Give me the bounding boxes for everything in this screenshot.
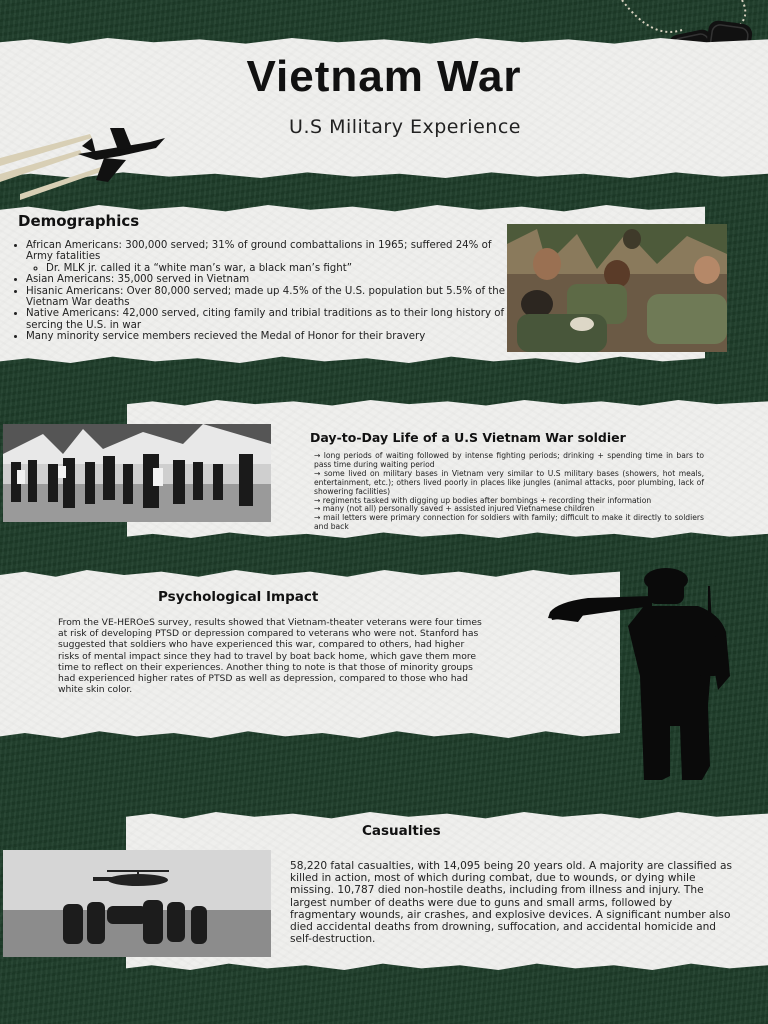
helicopter-evacuation-photo [3,850,271,957]
page-title: Vietnam War [246,52,522,101]
list-subitem: ◦ Dr. MLK jr. called it a “white man’s war, a black man’s fight” [46,263,506,274]
saluting-soldier-icon [548,566,738,786]
list-item: • Native Americans: 42,000 served, citing family and tribial traditions as to their long history of sercing the U.S. in war [26,308,506,331]
page-subtitle: U.S Military Experience [289,116,521,138]
daily-life-line: → some lived on military bases in Vietnam very similar to U.S military bases (showers, hot meals, entertainment, etc.); others lived poorly in places like jungles (animal attacks, poor plumbing, lack of showering facilities) [314,468,704,496]
casualties-text: 58,220 fatal casualties, with 14,095 being 20 years old. A majority are classified as killed in action, most of which during combat, due to wounds, or dying while missing. 10,787 died non-hostile deaths, including from illness and injury. The largest number of deaths were due to guns and small arms, followed by fragmentary wounds, air crashes, and explosive devices. A significant number also died accidental deaths from drowning, suffocation, and accidental homicide and self-destruction. [290,860,732,946]
daily-life-line: → mail letters were primary connection for soldiers with family; difficult to make it directly to soldiers and back [314,513,704,532]
daily-life-line: → many (not all) personally saved + assisted injured Vietnamese children [314,504,595,514]
casualties-title: Casualties [362,823,441,839]
march-photo [3,424,271,522]
daily-life-text [314,452,704,532]
psychological-text: From the VE-HEROeS survey, results showed that Vietnam-theater veterans were four times at risk of developing PTSD or depression compared to veterans who were not. Stanford has suggested that soldiers who have experienced this war, compared to others, had higher risks of mental impact since they had to travel by boat back home, which gave them more time to reflect on their experiences. Another thing to note is that those of minority groups had experienced higher rates of PTSD as well as depression, compared to those who had white skin color. [58,617,482,696]
daily-life-line: → regiments tasked with digging up bodies after bombings + recording their information [314,495,652,505]
daily-life-line: → long periods of waiting followed by intense fighting periods; drinking + spending time in bars to pass time during waiting period [314,451,704,469]
list-item: • African Americans: 300,000 served; 31% of ground combattalions in 1965; suffered 24% of Army fatalities ◦ Dr. MLK jr. called it a “white man’s war, a black man’s fight” [26,240,506,274]
list-item: • Asian Americans: 35,000 served in Vietnam [26,274,506,285]
list-item: • Many minority service members recieved the Medal of Honor for their bravery [26,331,506,342]
list-item: • Hisanic Americans: Over 80,000 served; made up 4.5% of the U.S. population but 5.5% of the Vietnam War deaths [26,286,506,309]
psychological-title: Psychological Impact [158,589,319,605]
demographics-list [8,240,506,343]
daily-life-title: Day-to-Day Life of a U.S Vietnam War soldier [310,430,626,445]
soldiers-group-photo [507,224,727,352]
demographics-title: Demographics [18,212,140,230]
fighter-jet-icon [0,120,170,200]
